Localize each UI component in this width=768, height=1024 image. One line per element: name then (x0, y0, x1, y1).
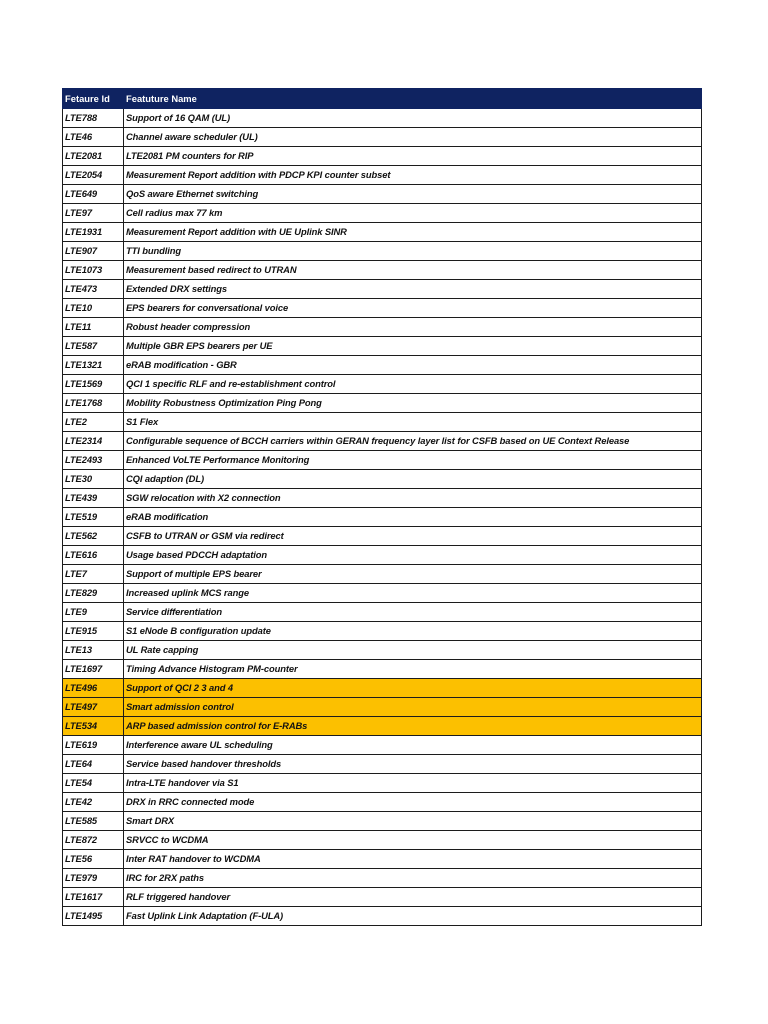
table-row (63, 489, 702, 508)
feature-name-cell: Usage based PDCCH adaptation (124, 546, 702, 565)
feature-name-cell: RLF triggered handover (124, 888, 702, 907)
feature-name-cell: Smart DRX (124, 812, 702, 831)
table-row (63, 147, 702, 166)
feature-name-cell: SRVCC to WCDMA (124, 831, 702, 850)
feature-id-cell: LTE64 (63, 755, 124, 774)
feature-name-cell: Intra-LTE handover via S1 (124, 774, 702, 793)
feature-id-cell: LTE497 (63, 698, 124, 717)
table-row (63, 603, 702, 622)
table-row (63, 907, 702, 926)
feature-name-cell: Inter RAT handover to WCDMA (124, 850, 702, 869)
feature-name-cell: Multiple GBR EPS bearers per UE (124, 337, 702, 356)
feature-id-cell: LTE587 (63, 337, 124, 356)
feature-name-cell: ARP based admission control for E-RABs (124, 717, 702, 736)
feature-id-cell: LTE2493 (63, 451, 124, 470)
feature-id-cell: LTE13 (63, 641, 124, 660)
feature-name-cell: Service based handover thresholds (124, 755, 702, 774)
feature-id-cell: LTE56 (63, 850, 124, 869)
feature-name-cell: QoS aware Ethernet switching (124, 185, 702, 204)
table-row (63, 223, 702, 242)
feature-name-cell: Mobility Robustness Optimization Ping Pong (124, 394, 702, 413)
feature-name-cell: LTE2081 PM counters for RIP (124, 147, 702, 166)
table-row (63, 679, 702, 698)
feature-name-cell: TTI bundling (124, 242, 702, 261)
table-row (63, 584, 702, 603)
feature-name-cell: Measurement Report addition with PDCP KPI counter subset (124, 166, 702, 185)
feature-id-cell: LTE439 (63, 489, 124, 508)
table-row (63, 812, 702, 831)
table-row (63, 375, 702, 394)
header-row (63, 89, 702, 109)
feature-id-cell: LTE534 (63, 717, 124, 736)
table-row (63, 166, 702, 185)
table-row (63, 660, 702, 679)
table-body (63, 109, 702, 926)
feature-id-cell: LTE1073 (63, 261, 124, 280)
feature-id-cell: LTE30 (63, 470, 124, 489)
feature-name-cell: CSFB to UTRAN or GSM via redirect (124, 527, 702, 546)
table-row (63, 261, 702, 280)
feature-id-cell: LTE616 (63, 546, 124, 565)
feature-id-cell: LTE46 (63, 128, 124, 147)
feature-id-cell: LTE979 (63, 869, 124, 888)
feature-name-cell: Configurable sequence of BCCH carriers within GERAN frequency layer list for CSFB based on UE Context Release (124, 432, 702, 451)
feature-id-cell: LTE473 (63, 280, 124, 299)
table-row (63, 280, 702, 299)
feature-name-cell: Interference aware UL scheduling (124, 736, 702, 755)
table-row (63, 793, 702, 812)
feature-id-cell: LTE1768 (63, 394, 124, 413)
table-row (63, 109, 702, 128)
feature-name-cell: Extended DRX settings (124, 280, 702, 299)
table-row (63, 337, 702, 356)
feature-name-cell: EPS bearers for conversational voice (124, 299, 702, 318)
table-header (63, 89, 702, 109)
table-row (63, 242, 702, 261)
table-row (63, 299, 702, 318)
feature-id-cell: LTE619 (63, 736, 124, 755)
feature-name-cell: QCI 1 specific RLF and re-establishment control (124, 375, 702, 394)
column-header-feature-name: Featuture Name (124, 89, 702, 109)
table-row (63, 185, 702, 204)
feature-id-cell: LTE1495 (63, 907, 124, 926)
table-row (63, 470, 702, 489)
table-row (63, 888, 702, 907)
feature-id-cell: LTE2081 (63, 147, 124, 166)
table-row (63, 869, 702, 888)
feature-id-cell: LTE1321 (63, 356, 124, 375)
table-row (63, 508, 702, 527)
feature-id-cell: LTE97 (63, 204, 124, 223)
feature-name-cell: Robust header compression (124, 318, 702, 337)
feature-name-cell: S1 eNode B configuration update (124, 622, 702, 641)
feature-id-cell: LTE872 (63, 831, 124, 850)
table-row (63, 451, 702, 470)
feature-name-cell: Smart admission control (124, 698, 702, 717)
table-row (63, 546, 702, 565)
table-row (63, 755, 702, 774)
table-row (63, 622, 702, 641)
feature-id-cell: LTE907 (63, 242, 124, 261)
feature-id-cell: LTE585 (63, 812, 124, 831)
feature-name-cell: Service differentiation (124, 603, 702, 622)
feature-name-cell: Enhanced VoLTE Performance Monitoring (124, 451, 702, 470)
table-row (63, 831, 702, 850)
table-row (63, 717, 702, 736)
feature-id-cell: LTE54 (63, 774, 124, 793)
feature-name-cell: eRAB modification (124, 508, 702, 527)
feature-id-cell: LTE1931 (63, 223, 124, 242)
feature-id-cell: LTE42 (63, 793, 124, 812)
feature-table (62, 88, 702, 926)
table-row (63, 850, 702, 869)
feature-name-cell: Support of QCI 2 3 and 4 (124, 679, 702, 698)
feature-id-cell: LTE519 (63, 508, 124, 527)
column-header-feature-id: Fetaure Id (63, 89, 124, 109)
table-row (63, 641, 702, 660)
feature-id-cell: LTE11 (63, 318, 124, 337)
table-row (63, 394, 702, 413)
feature-name-cell: Fast Uplink Link Adaptation (F-ULA) (124, 907, 702, 926)
table-row (63, 204, 702, 223)
feature-id-cell: LTE1697 (63, 660, 124, 679)
table-row (63, 774, 702, 793)
feature-id-cell: LTE2 (63, 413, 124, 432)
feature-id-cell: LTE2314 (63, 432, 124, 451)
feature-id-cell: LTE562 (63, 527, 124, 546)
feature-id-cell: LTE829 (63, 584, 124, 603)
table-row (63, 413, 702, 432)
feature-id-cell: LTE1569 (63, 375, 124, 394)
table-row (63, 356, 702, 375)
feature-name-cell: Support of multiple EPS bearer (124, 565, 702, 584)
feature-id-cell: LTE1617 (63, 888, 124, 907)
table-row (63, 527, 702, 546)
table-row (63, 128, 702, 147)
table-row (63, 565, 702, 584)
table-row (63, 736, 702, 755)
feature-name-cell: Measurement Report addition with UE Uplink SINR (124, 223, 702, 242)
feature-id-cell: LTE915 (63, 622, 124, 641)
feature-name-cell: Timing Advance Histogram PM-counter (124, 660, 702, 679)
feature-id-cell: LTE649 (63, 185, 124, 204)
feature-name-cell: Support of 16 QAM (UL) (124, 109, 702, 128)
feature-id-cell: LTE7 (63, 565, 124, 584)
feature-name-cell: Channel aware scheduler (UL) (124, 128, 702, 147)
feature-name-cell: Cell radius max 77 km (124, 204, 702, 223)
feature-name-cell: UL Rate capping (124, 641, 702, 660)
table-row (63, 698, 702, 717)
feature-name-cell: DRX in RRC connected mode (124, 793, 702, 812)
feature-name-cell: SGW relocation with X2 connection (124, 489, 702, 508)
feature-name-cell: S1 Flex (124, 413, 702, 432)
feature-id-cell: LTE2054 (63, 166, 124, 185)
feature-name-cell: CQI adaption (DL) (124, 470, 702, 489)
feature-id-cell: LTE10 (63, 299, 124, 318)
feature-id-cell: LTE9 (63, 603, 124, 622)
table-row (63, 318, 702, 337)
feature-id-cell: LTE788 (63, 109, 124, 128)
feature-name-cell: IRC for 2RX paths (124, 869, 702, 888)
feature-name-cell: Increased uplink MCS range (124, 584, 702, 603)
feature-name-cell: Measurement based redirect to UTRAN (124, 261, 702, 280)
feature-name-cell: eRAB modification - GBR (124, 356, 702, 375)
table-row (63, 432, 702, 451)
feature-id-cell: LTE496 (63, 679, 124, 698)
